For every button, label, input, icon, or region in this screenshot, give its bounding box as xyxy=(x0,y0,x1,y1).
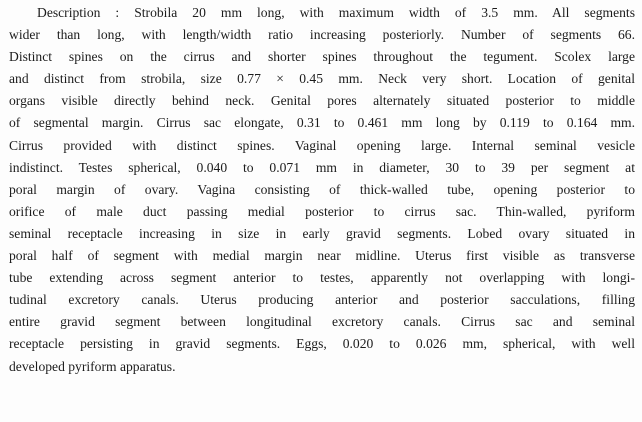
text-line: Description : Strobila 20 mm long, with maximum width of 3.5 mm. All segments xyxy=(37,5,635,20)
text-line: of segmental margin. Cirrus sac elongate, 0.31 to 0.461 mm long by 0.119 to 0.164 mm. xyxy=(9,115,635,131)
text-line: indistinct. Testes spherical, 0.040 to 0.071 mm in diameter, 30 to 39 per segment at xyxy=(9,159,635,175)
text-line: tudinal excretory canals. Uterus producing anterior and posterior sacculations, filling xyxy=(9,292,635,308)
text-line: Distinct spines on the cirrus and shorter spines throughout the tegument. Scolex large xyxy=(9,49,635,65)
text-line: poral margin of ovary. Vagina consisting of thick-walled tube, opening posterior to xyxy=(9,181,635,197)
text-line: developed pyriform apparatus. xyxy=(9,358,176,374)
text-line: receptacle persisting in gravid segments. Eggs, 0.020 to 0.026 mm, spherical, with well xyxy=(9,336,635,352)
text-line: organs visible directly behind neck. Genital pores alternately situated posterior to middle xyxy=(9,93,635,109)
text-line: tube extending across segment anterior to testes, apparently not overlapping with longi- xyxy=(9,270,635,286)
text-line: Cirrus provided with distinct spines. Vaginal opening large. Internal seminal vesicle xyxy=(9,137,635,153)
text-line: wider than long, with length/width ratio increasing posteriorly. Number of segments 66. xyxy=(9,27,635,43)
description-paragraph xyxy=(9,2,635,378)
text-line: entire gravid segment between longitudinal excretory canals. Cirrus sac and seminal xyxy=(9,314,635,330)
text-line: and distinct from strobila, size 0.77 × 0.45 mm. Neck very short. Location of genital xyxy=(9,71,635,87)
text-line: seminal receptacle increasing in size in early gravid segments. Lobed ovary situated in xyxy=(9,225,635,241)
text-line: orifice of male duct passing medial posterior to cirrus sac. Thin-walled, pyriform xyxy=(9,203,635,219)
text-line: poral half of segment with medial margin near midline. Uterus first visible as transverse xyxy=(9,248,635,264)
